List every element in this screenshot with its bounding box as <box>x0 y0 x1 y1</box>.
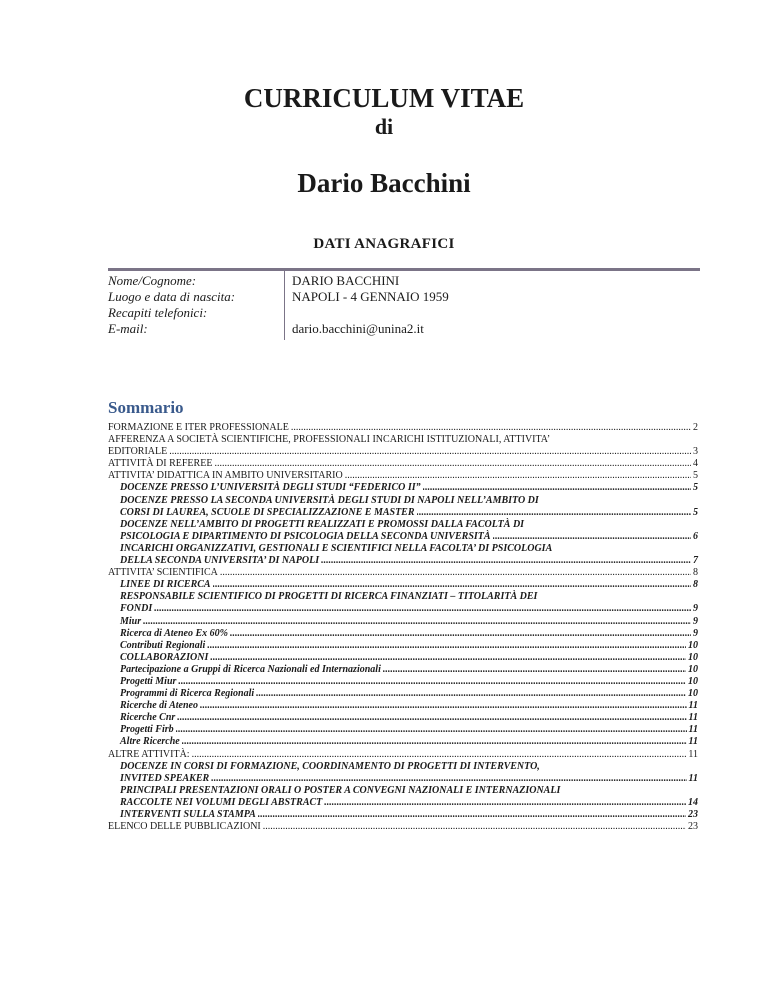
table-column-divider <box>284 271 285 340</box>
toc-leader-dots <box>214 458 691 470</box>
table-top-rule <box>108 268 700 271</box>
toc-entry[interactable] <box>108 773 698 785</box>
toc-entry[interactable] <box>108 640 698 652</box>
toc-entry-title: INTERVENTI SULLA STAMPA <box>120 809 256 820</box>
toc-page-number: 11 <box>688 712 698 724</box>
toc-leader-dots <box>178 676 686 688</box>
toc-page-number: 14 <box>688 796 698 808</box>
anagrafica-values <box>292 273 692 337</box>
toc-entry-line[interactable]: PRINCIPALI PRESENTAZIONI ORALI O POSTER A CONVEGNI NAZIONALI E INTERNAZIONALI <box>120 784 561 796</box>
toc-entry-line[interactable]: RESPONSABILE SCIENTIFICO DI PROGETTI DI RICERCA FINANZIATI – TITOLARITÀ DEI <box>120 591 538 603</box>
toc-page-number: 9 <box>693 615 698 627</box>
toc-entry-title: Contributi Regionali <box>120 639 206 651</box>
toc-entry-title: Programmi di Ricerca Regionali <box>120 688 255 700</box>
toc-entry-title: ATTIVITA’ DIDATTICA IN AMBITO UNIVERSITARIO <box>108 470 343 482</box>
anagrafica-labels <box>108 273 278 337</box>
toc-leader-dots <box>210 652 686 664</box>
toc-entry-title: FONDI <box>120 603 153 615</box>
toc-entry[interactable] <box>108 724 698 736</box>
toc-leader-dots <box>176 724 687 736</box>
toc-entry-title: COLLABORAZIONI <box>120 651 209 663</box>
toc-page-number: 8 <box>693 579 698 591</box>
label-luogo-data: Luogo e data di nascita: <box>108 289 236 304</box>
toc-entry-title: LINEE DI RICERCA <box>120 579 211 591</box>
toc-page-number: 8 <box>693 567 698 579</box>
toc-page-number: 5 <box>693 470 698 482</box>
toc-entry-title: ALTRE ATTIVITÀ: <box>108 748 190 760</box>
toc-leader-dots <box>321 555 691 567</box>
toc-leader-dots <box>417 507 691 519</box>
toc-entry[interactable] <box>108 555 698 567</box>
toc-page-number: 10 <box>688 639 698 651</box>
toc-entry[interactable] <box>108 603 698 615</box>
toc-entry[interactable] <box>108 688 698 700</box>
value-email[interactable]: dario.bacchini@unina2.it <box>292 321 424 336</box>
toc-entry-title: ATTIVITÀ DI REFEREE <box>108 458 213 470</box>
toc-entry-title: INVITED SPEAKER <box>120 772 210 784</box>
toc-leader-dots <box>182 736 687 748</box>
toc-entry-title: FORMAZIONE E ITER PROFESSIONALE <box>108 422 289 433</box>
toc-page-number: 4 <box>693 458 698 470</box>
toc-entry[interactable] <box>108 567 698 579</box>
toc-page-number: 23 <box>688 809 698 820</box>
toc-page-number: 7 <box>693 555 698 567</box>
toc-entry-title: EDITORIALE <box>108 446 168 458</box>
value-luogo-data: NAPOLI - 4 GENNAIO 1959 <box>292 289 449 304</box>
toc-page-number: 10 <box>688 663 698 675</box>
toc-entry[interactable] <box>108 482 698 494</box>
toc-entry-title: Ricerca di Ateneo Ex 60% <box>120 627 228 639</box>
toc-page-number: 10 <box>688 688 698 700</box>
toc-entry[interactable] <box>108 579 698 591</box>
label-email: E-mail: <box>108 321 148 336</box>
toc-entry-title: ATTIVITA’ SCIENTIFICA <box>108 567 218 579</box>
toc-entry-title: RACCOLTE NEI VOLUMI DEGLI ABSTRACT <box>120 796 323 808</box>
toc-entry[interactable] <box>108 616 698 628</box>
toc-entry[interactable] <box>108 736 698 748</box>
toc-leader-dots <box>211 773 686 785</box>
value-recapiti <box>292 305 692 321</box>
toc-entry-line[interactable]: DOCENZE NELL’AMBITO DI PROGETTI REALIZZATI E PROMOSSI DALLA FACOLTÀ DI <box>120 518 525 530</box>
toc-page-number: 23 <box>688 821 698 833</box>
author-name: Dario Bacchini <box>297 168 471 198</box>
sommario-heading: Sommario <box>108 398 184 417</box>
value-nome: DARIO BACCHINI <box>292 273 400 288</box>
toc-leader-dots <box>263 821 686 833</box>
toc-leader-dots <box>230 628 691 640</box>
toc-entry-title: DELLA SECONDA UNIVERSITA’ DI NAPOLI <box>120 555 320 567</box>
title-block <box>0 82 768 140</box>
toc-entry-title: CORSI DI LAUREA, SCUOLE DI SPECIALIZZAZIONE E MASTER <box>120 506 415 518</box>
toc-page-number: 9 <box>693 603 698 615</box>
toc-entry-line[interactable]: INCARICHI ORGANIZZATIVI, GESTIONALI E SCIENTIFICI NELLA FACOLTA’ DI PSICOLOGIA <box>120 542 553 554</box>
toc-page-number: 10 <box>688 651 698 663</box>
toc-leader-dots <box>220 567 691 579</box>
toc-page-number: 11 <box>688 748 698 760</box>
toc-page-number: 11 <box>688 700 698 712</box>
toc-leader-dots <box>154 603 691 615</box>
toc-page-number: 11 <box>688 772 698 784</box>
toc-leader-dots <box>493 531 691 543</box>
toc-entry[interactable] <box>108 458 698 470</box>
toc-entry-line[interactable]: AFFERENZA A SOCIETÀ SCIENTIFICHE, PROFESSIONALI INCARICHI ISTITUZIONALI, ATTIVITA’ <box>108 434 551 446</box>
toc-entry-title: ELENCO DELLE PUBBLICAZIONI <box>108 821 261 833</box>
toc-leader-dots <box>177 712 686 724</box>
section-heading-dati-anagrafici: DATI ANAGRAFICI <box>313 236 455 252</box>
toc-leader-dots <box>291 422 691 434</box>
toc-entry[interactable] <box>108 446 698 458</box>
toc-entry[interactable] <box>108 676 698 688</box>
toc-page-number: 11 <box>688 736 698 748</box>
document-title: CURRICULUM VITAE <box>243 83 525 113</box>
toc-page-number: 5 <box>693 482 698 494</box>
toc-entry-title: Partecipazione a Gruppi di Ricerca Nazionali ed Internazionali <box>120 663 381 675</box>
toc-entry-title: Ricerche Cnr <box>120 712 176 724</box>
toc-entry-line[interactable]: DOCENZE PRESSO LA SECONDA UNIVERSITÀ DEGLI STUDI DI NAPOLI NELL’AMBITO DI <box>120 494 539 506</box>
toc-entry-title: Ricerche di Ateneo <box>120 700 198 712</box>
toc-entry-title: PSICOLOGIA E DIPARTIMENTO DI PSICOLOGIA DELLA SECONDA UNIVERSITÀ <box>120 530 491 542</box>
toc-page-number: 2 <box>693 422 698 433</box>
label-recapiti: Recapiti telefonici: <box>108 305 208 320</box>
toc-leader-dots <box>423 482 691 494</box>
toc-entry-title: DOCENZE PRESSO L’UNIVERSITÀ DEGLI STUDI “FEDERICO II” <box>120 482 421 494</box>
table-of-contents <box>108 422 698 833</box>
toc-page-number: 9 <box>693 627 698 639</box>
toc-entry[interactable] <box>108 652 698 664</box>
toc-leader-dots <box>345 470 691 482</box>
anagrafica-table <box>108 268 700 340</box>
toc-page-number: 6 <box>693 530 698 542</box>
toc-entry-title: Progetti Miur <box>120 675 177 687</box>
toc-entry[interactable] <box>108 797 698 809</box>
toc-leader-dots <box>200 700 687 712</box>
toc-entry-line[interactable]: DOCENZE IN CORSI DI FORMAZIONE, COORDINAMENTO DI PROGETTI DI INTERVENTO, <box>120 760 540 772</box>
toc-leader-dots <box>207 640 686 652</box>
toc-leader-dots <box>213 579 691 591</box>
toc-entry[interactable] <box>108 749 698 761</box>
toc-entry[interactable] <box>108 628 698 640</box>
toc-entry[interactable] <box>108 821 698 833</box>
toc-leader-dots <box>383 664 686 676</box>
toc-entry[interactable] <box>108 531 698 543</box>
toc-page-number: 10 <box>688 675 698 687</box>
toc-entry[interactable] <box>108 664 698 676</box>
toc-leader-dots <box>143 616 691 628</box>
label-nome: Nome/Cognome: <box>108 273 197 288</box>
toc-entry[interactable] <box>108 712 698 724</box>
toc-leader-dots <box>169 446 691 458</box>
toc-entry-title: Altre Ricerche <box>120 736 180 748</box>
toc-leader-dots <box>258 809 686 821</box>
toc-page-number: 3 <box>693 446 698 458</box>
toc-entry[interactable] <box>108 809 698 821</box>
toc-entry[interactable] <box>108 470 698 482</box>
toc-entry[interactable] <box>108 507 698 519</box>
toc-entry-title: Miur <box>120 615 142 627</box>
toc-entry-title: Progetti Firb <box>120 724 174 736</box>
toc-entry[interactable] <box>108 700 698 712</box>
toc-leader-dots <box>192 749 687 761</box>
toc-leader-dots <box>324 797 686 809</box>
document-subtitle: di <box>374 114 394 139</box>
toc-entry[interactable] <box>108 422 698 434</box>
toc-page-number: 5 <box>693 506 698 518</box>
toc-leader-dots <box>256 688 686 700</box>
toc-page-number: 11 <box>688 724 698 736</box>
